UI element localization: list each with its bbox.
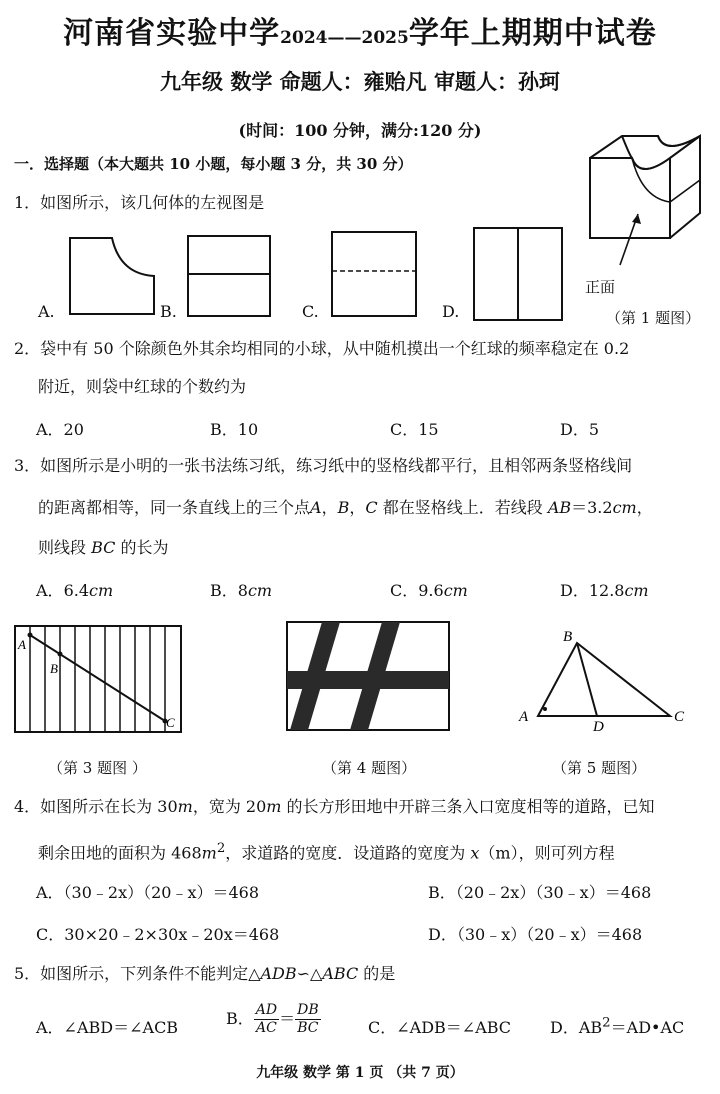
q5-option-b[interactable]: B． $\frac{AD}{AC}$ ＝ $\frac{DB}{BC}$ [226,1002,319,1036]
q3-option-a[interactable]: A．6.4cm [36,581,114,600]
fig5-label-d: D [593,719,604,735]
q1-option-a[interactable]: A. [38,302,55,321]
fig4-caption: （第 4 题图） [322,759,417,777]
fig3-caption: （第 3 题图 ） [48,759,147,777]
q5-option-c[interactable]: C．∠ADB＝∠ABC [368,1018,512,1037]
q1-option-a-figure [68,236,158,316]
q3-option-d[interactable]: D．12.8cm [560,581,649,600]
q1-solid-figure [580,128,720,288]
q5-option-d[interactable]: D．$AB^2=AD•AC$ [550,1015,685,1037]
q4-option-c[interactable]: C．30×20﹣2×30x﹣20x＝468 [36,925,280,944]
q1-option-c-figure [330,230,418,318]
q1-fig-caption: （第 1 题图） [606,309,701,327]
fig3-practice-paper [14,625,184,735]
q3-option-c[interactable]: C．9.6cm [390,581,468,600]
q4-option-a[interactable]: A．（30﹣2x）（20﹣x）＝468 [36,883,260,902]
exam-title: 河南省实验中学2024——2025学年上期期中试卷 [63,16,657,51]
q4-stem-line1: 4．如图所示在长为 30m，宽为 20m 的长方形田地中开辟三条入口宽度相等的道路，已知 [14,797,655,816]
section-heading: 一．选择题（本大题共 10 小题，每小题 3 分，共 30 分） [14,155,413,173]
q1-stem: 1．如图所示，该几何体的左视图是 [14,193,265,212]
q3-stem-line1: 3．如图所示是小明的一张书法练习纸，练习纸中的竖格线都平行，且相邻两条竖格线间 [14,456,633,475]
q1-option-b[interactable]: B. [160,302,177,321]
fig3-label-c: C [166,715,175,730]
q2-option-b[interactable]: B．10 [210,420,259,439]
q2-option-a[interactable]: A．20 [36,420,84,439]
q3-stem-line2: 的距离都相等，同一条直线上的三个点A，B，C 都在竖格线上．若线段 AB＝3.2cm， [38,498,653,517]
fig3-label-a: A [18,637,26,652]
q4-option-d[interactable]: D．（30﹣x）（20﹣x）＝468 [428,925,643,944]
q1-front-label: 正面 [585,278,616,296]
q5-fraction-2: $\frac{DB}{BC}$ [297,1002,319,1036]
time-info: (时间：100 分钟，满分:120 分) [238,121,482,140]
exam-subtitle: 九年级 数学 命题人：雍贻凡 审题人：孙珂 [160,69,560,94]
solid-inner-curve [632,158,700,202]
front-arrow-head [632,214,641,224]
q3-option-b[interactable]: B．8cm [210,581,273,600]
fig5-label-a: A [519,709,529,725]
fig3-line-abc [30,635,165,721]
fig5-triangle [515,623,695,735]
q3-stem-line3: 则线段 BC 的长为 [38,538,169,557]
q4-stem-line2: 剩余田地的面积为 $468m^2$，求道路的宽度．设道路的宽度为 x（m），则可列方程 [38,841,615,863]
q5-option-a[interactable]: A．∠ABD＝∠ACB [36,1018,179,1037]
q2-stem-line2: 附近，则袋中红球的个数约为 [38,377,247,396]
q4-option-b[interactable]: B．（20﹣2x）（30﹣x）＝468 [428,883,652,902]
fig5-label-b: B [563,629,573,645]
q1-option-d-figure [472,226,564,322]
q5-stem: 5．如图所示，下列条件不能判定△ADB∽△ABC 的是 [14,964,396,983]
fig4-field [286,621,452,733]
q1-option-c[interactable]: C. [302,302,319,321]
page-footer: 九年级 数学 第 1 页 （共 7 页） [256,1065,464,1081]
q5-fraction-1: $\frac{AD}{AC}$ [255,1002,278,1036]
fig3-label-b: B [50,661,58,676]
q1-option-d[interactable]: D. [442,302,460,321]
q1-option-b-figure [186,234,272,318]
q2-option-c[interactable]: C．15 [390,420,439,439]
q2-stem-line1: 2．袋中有 50 个除颜色外其余均相同的小球，从中随机摸出一个红球的频率稳定在 0.2 [14,339,630,358]
fig5-label-c: C [674,709,685,725]
solid-curve-surface [622,136,700,238]
fig5-caption: （第 5 题图） [552,759,647,777]
q2-option-d[interactable]: D．5 [560,420,600,439]
